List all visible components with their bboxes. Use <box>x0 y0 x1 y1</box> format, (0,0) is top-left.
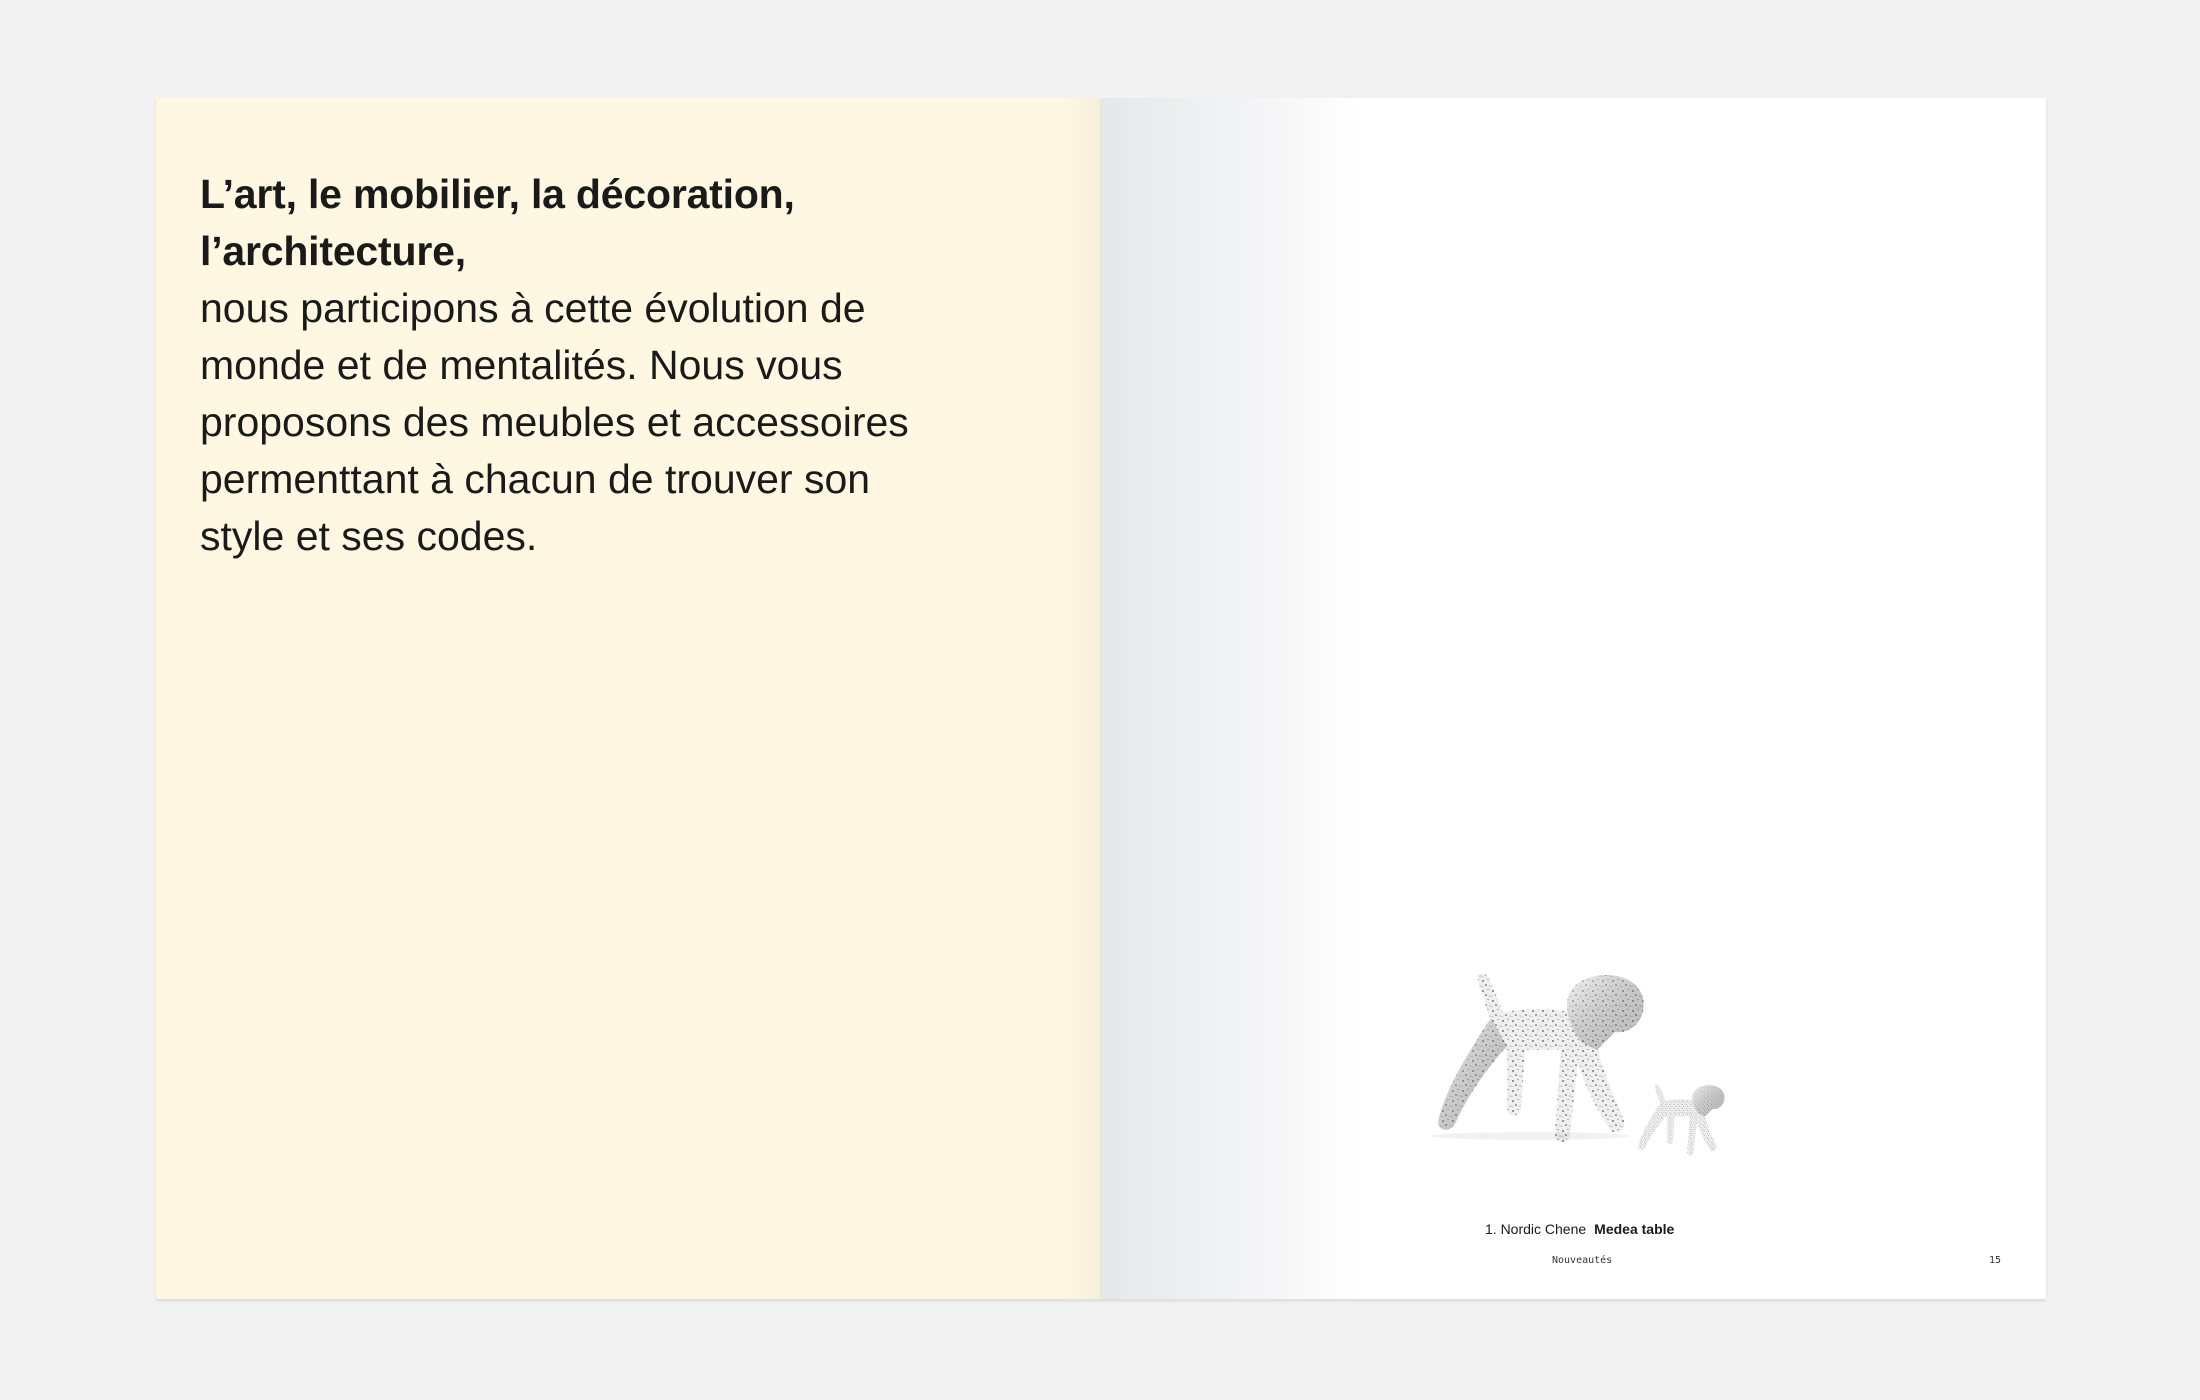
gutter-shade <box>1101 98 1361 1299</box>
left-page <box>156 98 1101 1299</box>
figure-caption <box>1485 1221 1674 1237</box>
puppy-sculptures-illustration <box>1421 958 1761 1208</box>
intro-text-block <box>200 166 1060 565</box>
left-page-fold-shade <box>1061 98 1101 1299</box>
headline <box>200 166 1060 280</box>
headline-line-2: l’architecture, <box>200 228 466 274</box>
large-puppy <box>1438 974 1643 1142</box>
body-line-4: permenttant à chacun de trouver son <box>200 456 871 502</box>
headline-line-1: L’art, le mobilier, la décoration, <box>200 171 795 217</box>
small-puppy <box>1638 1085 1724 1156</box>
body-line-5: style et ses codes. <box>200 513 538 559</box>
body-line-1: nous participons à cette évolution de <box>200 285 866 331</box>
page-number: 15 <box>1989 1255 2002 1266</box>
footer-section-name: Nouveautés <box>1552 1255 1613 1266</box>
body-line-2: monde et de mentalités. Nous vous <box>200 342 843 388</box>
puppy-sculptures-image <box>1421 958 1761 1208</box>
body-line-3: proposons des meubles et accessoires <box>200 399 909 445</box>
right-page <box>1101 98 2046 1299</box>
caption-title: Medea table <box>1594 1221 1675 1237</box>
caption-label: 1. Nordic Chene <box>1485 1221 1587 1237</box>
body-paragraph <box>200 280 1060 565</box>
